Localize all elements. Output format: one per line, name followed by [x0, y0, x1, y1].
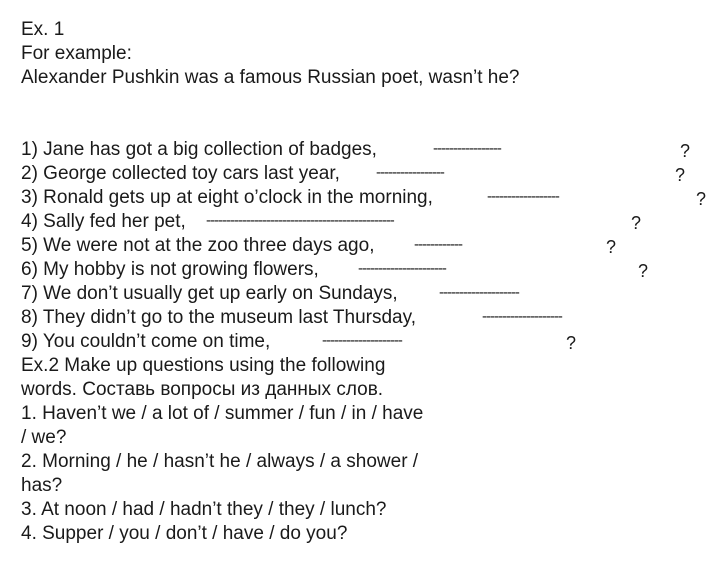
ex1-item-9: 9) You couldn’t come on time,	[21, 331, 271, 352]
ex1-item-2-blank: -----------------	[376, 164, 444, 181]
ex1-item-5-question-mark: ?	[606, 237, 617, 257]
ex1-item-1: 1) Jane has got a big collection of badges,	[21, 139, 377, 160]
ex1-item-8: 8) They didn’t go to the museum last Thursday,	[21, 307, 416, 328]
ex1-item-6-question-mark: ?	[638, 261, 649, 281]
ex2-item-3: 3. At noon / had / hadn’t they / they / lunch?	[21, 499, 387, 520]
ex1-item-9-blank: --------------------	[322, 332, 402, 349]
example-label: For example:	[21, 43, 132, 64]
ex1-item-1-question-mark: ?	[680, 141, 691, 161]
exercise-2-instruction-line-1: Ex.2 Make up questions using the following	[21, 355, 386, 376]
ex2-item-1-line-2: / we?	[21, 427, 67, 448]
ex1-item-1-blank: -----------------	[433, 140, 501, 157]
ex1-item-4-blank: -----------------------------------------------	[206, 212, 394, 229]
ex1-item-9-question-mark: ?	[566, 333, 577, 353]
ex1-item-4: 4) Sally fed her pet,	[21, 211, 186, 232]
ex2-item-1-line-1: 1. Haven’t we / a lot of / summer / fun / in / have	[21, 403, 424, 424]
ex1-item-3-blank: ------------------	[487, 188, 559, 205]
ex1-item-6: 6) My hobby is not growing flowers,	[21, 259, 319, 280]
ex1-item-8-blank: --------------------	[482, 308, 562, 325]
example-sentence: Alexander Pushkin was a famous Russian poet, wasn’t he?	[21, 67, 520, 88]
ex2-item-2-line-1: 2. Morning / he / hasn’t he / always / a shower /	[21, 451, 419, 472]
ex2-item-2-line-2: has?	[21, 475, 63, 496]
ex1-item-7-blank: --------------------	[439, 284, 519, 301]
exercise-2-instruction-line-2: words. Составь вопросы из данных слов.	[21, 379, 384, 400]
ex1-item-5: 5) We were not at the zoo three days ago,	[21, 235, 375, 256]
ex1-item-7: 7) We don’t usually get up early on Sundays,	[21, 283, 398, 304]
ex1-item-4-question-mark: ?	[631, 213, 642, 233]
ex1-item-5-blank: ------------	[414, 236, 462, 253]
ex2-item-4: 4. Supper / you / don’t / have / do you?	[21, 523, 348, 544]
exercise-1-title: Ex. 1	[21, 19, 65, 40]
ex1-item-2: 2) George collected toy cars last year,	[21, 163, 340, 184]
ex1-item-3-question-mark: ?	[696, 189, 707, 209]
ex1-item-2-question-mark: ?	[675, 165, 686, 185]
ex1-item-6-blank: ----------------------	[358, 260, 446, 277]
ex1-item-3: 3) Ronald gets up at eight o’clock in the morning,	[21, 187, 433, 208]
